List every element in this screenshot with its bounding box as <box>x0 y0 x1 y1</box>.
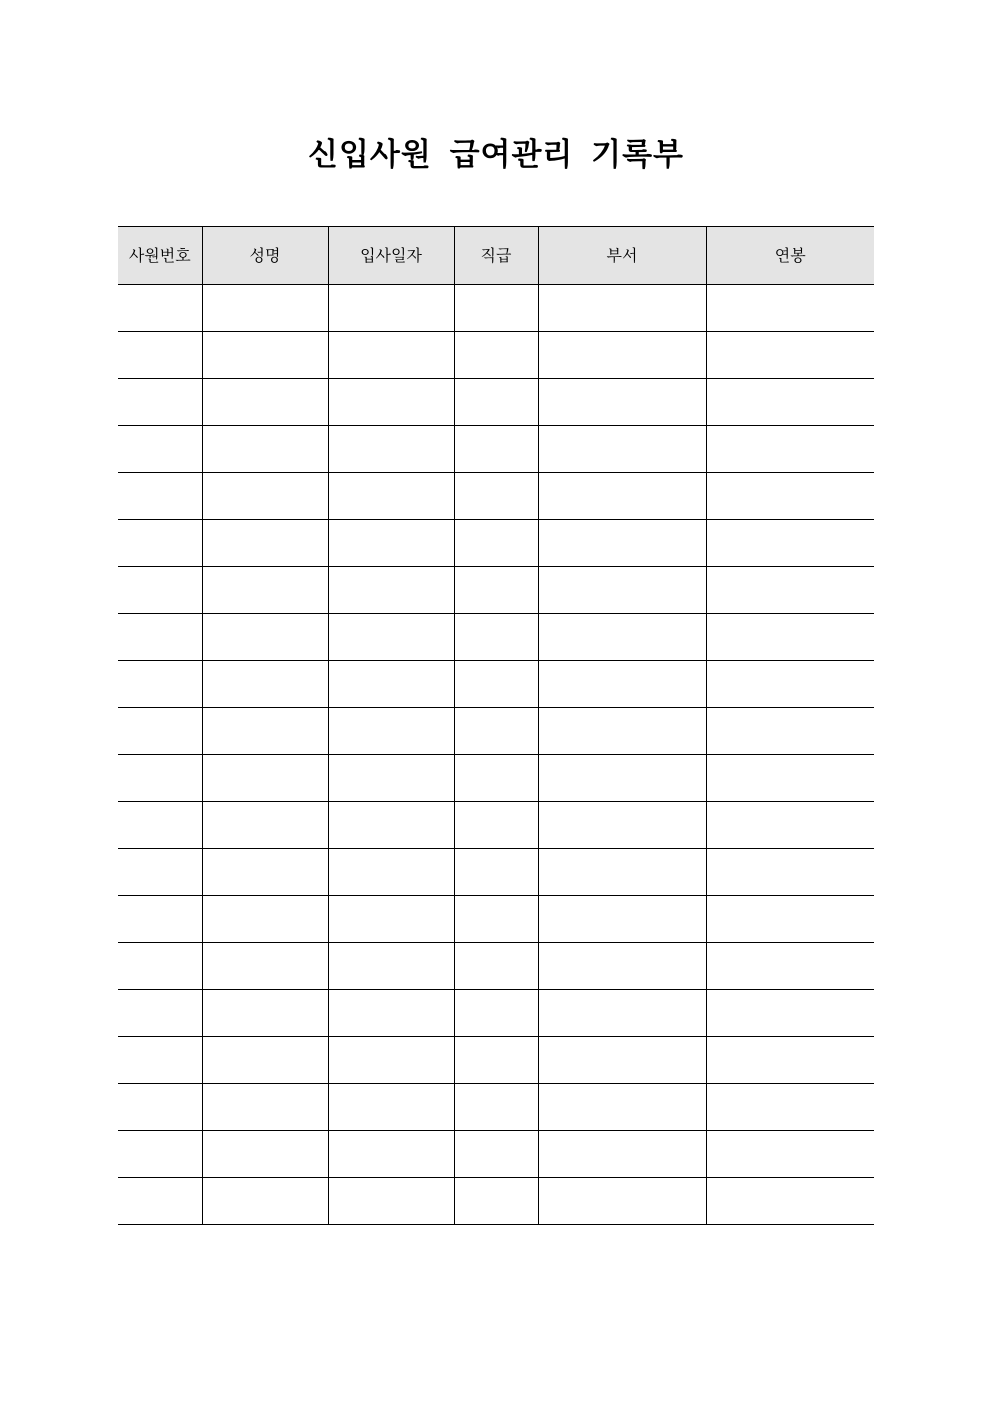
department-cell[interactable] <box>538 802 706 849</box>
name-cell[interactable] <box>202 755 328 802</box>
annual-salary-cell[interactable] <box>706 1037 874 1084</box>
hire-date-cell[interactable] <box>328 896 454 943</box>
name-cell[interactable] <box>202 1084 328 1131</box>
department-cell[interactable] <box>538 567 706 614</box>
annual-salary-cell[interactable] <box>706 1131 874 1178</box>
employee-number-cell[interactable] <box>118 379 202 426</box>
annual-salary-cell[interactable] <box>706 567 874 614</box>
employee-number-cell[interactable] <box>118 285 202 332</box>
position-cell[interactable] <box>454 708 538 755</box>
position-cell[interactable] <box>454 614 538 661</box>
name-cell[interactable] <box>202 849 328 896</box>
department-cell[interactable] <box>538 943 706 990</box>
employee-number-cell[interactable] <box>118 1131 202 1178</box>
table-row <box>118 285 874 332</box>
department-cell[interactable] <box>538 332 706 379</box>
employee-number-cell[interactable] <box>118 802 202 849</box>
hire-date-cell[interactable] <box>328 473 454 520</box>
employee-number-cell[interactable] <box>118 661 202 708</box>
table-row <box>118 896 874 943</box>
header-position: 직급 <box>454 227 538 285</box>
department-cell[interactable] <box>538 1131 706 1178</box>
page-title: 신입사원 급여관리 기록부 <box>308 137 684 173</box>
salary-table <box>118 226 874 1225</box>
annual-salary-cell[interactable] <box>706 708 874 755</box>
hire-date-cell[interactable] <box>328 1084 454 1131</box>
department-cell[interactable] <box>538 661 706 708</box>
header-department: 부서 <box>538 227 706 285</box>
position-cell[interactable] <box>454 1037 538 1084</box>
hire-date-cell[interactable] <box>328 943 454 990</box>
employee-number-cell[interactable] <box>118 614 202 661</box>
employee-number-cell[interactable] <box>118 1084 202 1131</box>
employee-number-cell[interactable] <box>118 708 202 755</box>
position-cell[interactable] <box>454 567 538 614</box>
annual-salary-cell[interactable] <box>706 802 874 849</box>
position-cell[interactable] <box>454 520 538 567</box>
name-cell[interactable] <box>202 332 328 379</box>
hire-date-cell[interactable] <box>328 614 454 661</box>
department-cell[interactable] <box>538 1084 706 1131</box>
hire-date-cell[interactable] <box>328 379 454 426</box>
header-employee-number: 사원번호 <box>118 227 202 285</box>
department-cell[interactable] <box>538 755 706 802</box>
department-cell[interactable] <box>538 520 706 567</box>
position-cell[interactable] <box>454 849 538 896</box>
position-cell[interactable] <box>454 1084 538 1131</box>
annual-salary-cell[interactable] <box>706 755 874 802</box>
hire-date-cell[interactable] <box>328 1037 454 1084</box>
annual-salary-cell[interactable] <box>706 896 874 943</box>
table-row <box>118 990 874 1037</box>
table-row <box>118 943 874 990</box>
annual-salary-cell[interactable] <box>706 520 874 567</box>
hire-date-cell[interactable] <box>328 990 454 1037</box>
name-cell[interactable] <box>202 285 328 332</box>
name-cell[interactable] <box>202 567 328 614</box>
hire-date-cell[interactable] <box>328 755 454 802</box>
position-cell[interactable] <box>454 802 538 849</box>
annual-salary-cell[interactable] <box>706 990 874 1037</box>
name-cell[interactable] <box>202 426 328 473</box>
position-cell[interactable] <box>454 943 538 990</box>
table-row <box>118 708 874 755</box>
table-header-row <box>118 227 874 285</box>
annual-salary-cell[interactable] <box>706 473 874 520</box>
name-cell[interactable] <box>202 1037 328 1084</box>
department-cell[interactable] <box>538 614 706 661</box>
hire-date-cell[interactable] <box>328 1178 454 1225</box>
annual-salary-cell[interactable] <box>706 614 874 661</box>
name-cell[interactable] <box>202 661 328 708</box>
table-row <box>118 661 874 708</box>
department-cell[interactable] <box>538 285 706 332</box>
employee-number-cell[interactable] <box>118 943 202 990</box>
name-cell[interactable] <box>202 990 328 1037</box>
name-cell[interactable] <box>202 473 328 520</box>
employee-number-cell[interactable] <box>118 567 202 614</box>
hire-date-cell[interactable] <box>328 802 454 849</box>
department-cell[interactable] <box>538 473 706 520</box>
employee-number-cell[interactable] <box>118 990 202 1037</box>
hire-date-cell[interactable] <box>328 332 454 379</box>
department-cell[interactable] <box>538 1178 706 1225</box>
name-cell[interactable] <box>202 379 328 426</box>
table-body <box>118 285 874 1225</box>
name-cell[interactable] <box>202 1178 328 1225</box>
department-cell[interactable] <box>538 849 706 896</box>
table-row <box>118 426 874 473</box>
hire-date-cell[interactable] <box>328 1131 454 1178</box>
table-row <box>118 849 874 896</box>
name-cell[interactable] <box>202 896 328 943</box>
hire-date-cell[interactable] <box>328 285 454 332</box>
department-cell[interactable] <box>538 896 706 943</box>
table-row <box>118 567 874 614</box>
hire-date-cell[interactable] <box>328 708 454 755</box>
hire-date-cell[interactable] <box>328 567 454 614</box>
employee-number-cell[interactable] <box>118 1178 202 1225</box>
annual-salary-cell[interactable] <box>706 1178 874 1225</box>
hire-date-cell[interactable] <box>328 661 454 708</box>
header-annual-salary: 연봉 <box>706 227 874 285</box>
annual-salary-cell[interactable] <box>706 943 874 990</box>
employee-number-cell[interactable] <box>118 755 202 802</box>
position-cell[interactable] <box>454 990 538 1037</box>
department-cell[interactable] <box>538 426 706 473</box>
name-cell[interactable] <box>202 614 328 661</box>
table-row <box>118 473 874 520</box>
annual-salary-cell[interactable] <box>706 332 874 379</box>
name-cell[interactable] <box>202 708 328 755</box>
name-cell[interactable] <box>202 520 328 567</box>
employee-number-cell[interactable] <box>118 849 202 896</box>
position-cell[interactable] <box>454 473 538 520</box>
table-row <box>118 1037 874 1084</box>
table-row <box>118 520 874 567</box>
annual-salary-cell[interactable] <box>706 379 874 426</box>
name-cell[interactable] <box>202 1131 328 1178</box>
employee-number-cell[interactable] <box>118 426 202 473</box>
table-row <box>118 755 874 802</box>
employee-number-cell[interactable] <box>118 473 202 520</box>
employee-number-cell[interactable] <box>118 332 202 379</box>
annual-salary-cell[interactable] <box>706 426 874 473</box>
position-cell[interactable] <box>454 661 538 708</box>
table-row <box>118 1178 874 1225</box>
department-cell[interactable] <box>538 990 706 1037</box>
position-cell[interactable] <box>454 285 538 332</box>
annual-salary-cell[interactable] <box>706 661 874 708</box>
position-cell[interactable] <box>454 1178 538 1225</box>
employee-number-cell[interactable] <box>118 520 202 567</box>
table-row <box>118 1084 874 1131</box>
header-hire-date: 입사일자 <box>328 227 454 285</box>
employee-number-cell[interactable] <box>118 1037 202 1084</box>
annual-salary-cell[interactable] <box>706 285 874 332</box>
table-row <box>118 614 874 661</box>
position-cell[interactable] <box>454 426 538 473</box>
position-cell[interactable] <box>454 1131 538 1178</box>
table-row <box>118 802 874 849</box>
position-cell[interactable] <box>454 755 538 802</box>
header-name: 성명 <box>202 227 328 285</box>
table-row <box>118 332 874 379</box>
position-cell[interactable] <box>454 379 538 426</box>
hire-date-cell[interactable] <box>328 520 454 567</box>
name-cell[interactable] <box>202 802 328 849</box>
position-cell[interactable] <box>454 896 538 943</box>
department-cell[interactable] <box>538 379 706 426</box>
department-cell[interactable] <box>538 708 706 755</box>
annual-salary-cell[interactable] <box>706 849 874 896</box>
position-cell[interactable] <box>454 332 538 379</box>
hire-date-cell[interactable] <box>328 849 454 896</box>
employee-number-cell[interactable] <box>118 896 202 943</box>
hire-date-cell[interactable] <box>328 426 454 473</box>
name-cell[interactable] <box>202 943 328 990</box>
table-row <box>118 379 874 426</box>
table-row <box>118 1131 874 1178</box>
annual-salary-cell[interactable] <box>706 1084 874 1131</box>
department-cell[interactable] <box>538 1037 706 1084</box>
